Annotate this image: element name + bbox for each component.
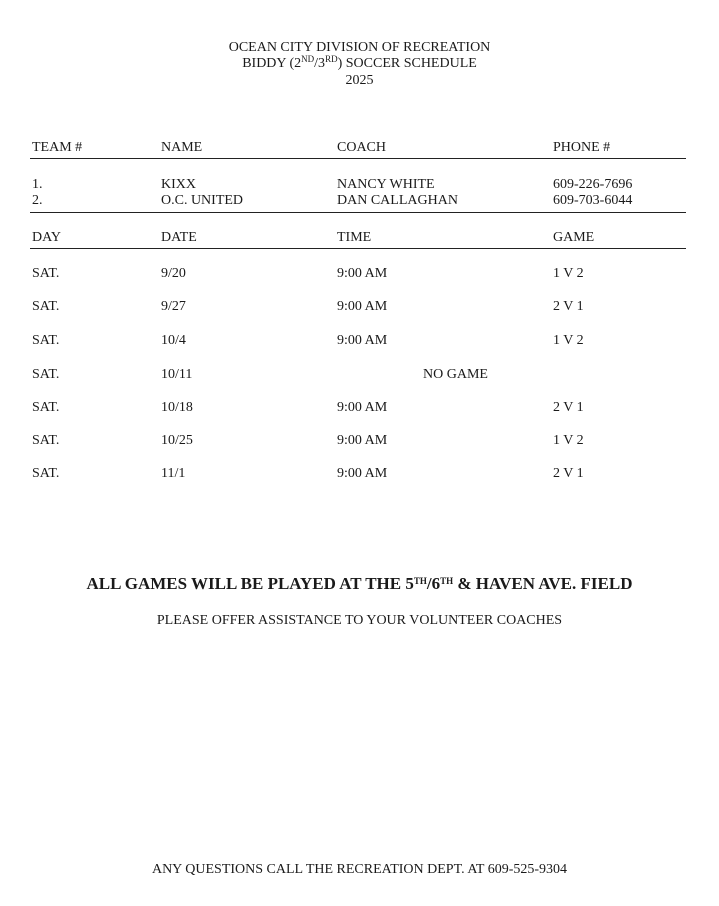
schedule-header-day: DAY bbox=[32, 230, 62, 245]
schedule-day: SAT. bbox=[32, 367, 60, 382]
team-number: 1. bbox=[32, 177, 43, 192]
schedule-day: SAT. bbox=[32, 299, 60, 314]
schedule-game: 1 V 2 bbox=[553, 333, 584, 348]
schedule-time: 9:00 AM bbox=[337, 266, 388, 281]
schedule-day: SAT. bbox=[32, 433, 60, 448]
schedule-time: 9:00 AM bbox=[337, 466, 388, 481]
team-phone: 609-226-7696 bbox=[553, 177, 633, 192]
schedule-header-time: TIME bbox=[337, 230, 372, 245]
contact-note: ANY QUESTIONS CALL THE RECREATION DEPT. AT 609-525-9304 bbox=[151, 862, 568, 877]
schedule-day: SAT. bbox=[32, 266, 60, 281]
schedule-date: 9/20 bbox=[161, 266, 186, 281]
teams-header-team: TEAM # bbox=[32, 140, 83, 155]
team-name: KIXX bbox=[161, 177, 196, 192]
teams-bottom-rule bbox=[30, 212, 686, 213]
schedule-game: 2 V 1 bbox=[553, 466, 584, 481]
schedule-date: 10/25 bbox=[161, 433, 193, 448]
field-location-note: ALL GAMES WILL BE PLAYED AT THE 5TH/6TH & HAVEN AVE. FIELD bbox=[86, 574, 633, 593]
no-game-note: NO GAME bbox=[423, 367, 488, 382]
team-phone: 609-703-6044 bbox=[553, 193, 633, 208]
schedule-header-rule bbox=[30, 248, 686, 249]
schedule-game: 1 V 2 bbox=[553, 266, 584, 281]
teams-header-rule bbox=[30, 158, 686, 159]
schedule-day: SAT. bbox=[32, 466, 60, 481]
team-number: 2. bbox=[32, 193, 43, 208]
org-title: OCEAN CITY DIVISION OF RECREATION bbox=[228, 40, 491, 55]
schedule-header-date: DATE bbox=[161, 230, 197, 245]
schedule-day: SAT. bbox=[32, 400, 60, 415]
schedule-year: 2025 bbox=[345, 73, 374, 88]
schedule-game: 2 V 1 bbox=[553, 299, 584, 314]
teams-header-name: NAME bbox=[161, 140, 203, 155]
team-name: O.C. UNITED bbox=[161, 193, 244, 208]
schedule-date: 10/4 bbox=[161, 333, 186, 348]
team-coach: NANCY WHITE bbox=[337, 177, 435, 192]
schedule-date: 10/18 bbox=[161, 400, 193, 415]
schedule-time: 9:00 AM bbox=[337, 333, 388, 348]
schedule-game: 1 V 2 bbox=[553, 433, 584, 448]
schedule-time: 9:00 AM bbox=[337, 433, 388, 448]
team-coach: DAN CALLAGHAN bbox=[337, 193, 458, 208]
schedule-date: 9/27 bbox=[161, 299, 186, 314]
schedule-header-game: GAME bbox=[553, 230, 595, 245]
teams-header-coach: COACH bbox=[337, 140, 387, 155]
schedule-title: BIDDY (2ND/3RD) SOCCER SCHEDULE bbox=[242, 54, 477, 71]
schedule-time: 9:00 AM bbox=[337, 299, 388, 314]
schedule-day: SAT. bbox=[32, 333, 60, 348]
teams-header-phone: PHONE # bbox=[553, 140, 611, 155]
schedule-game: 2 V 1 bbox=[553, 400, 584, 415]
schedule-date: 10/11 bbox=[161, 367, 193, 382]
schedule-date: 11/1 bbox=[161, 466, 186, 481]
schedule-time: 9:00 AM bbox=[337, 400, 388, 415]
volunteer-note: PLEASE OFFER ASSISTANCE TO YOUR VOLUNTEER COACHES bbox=[156, 613, 563, 628]
